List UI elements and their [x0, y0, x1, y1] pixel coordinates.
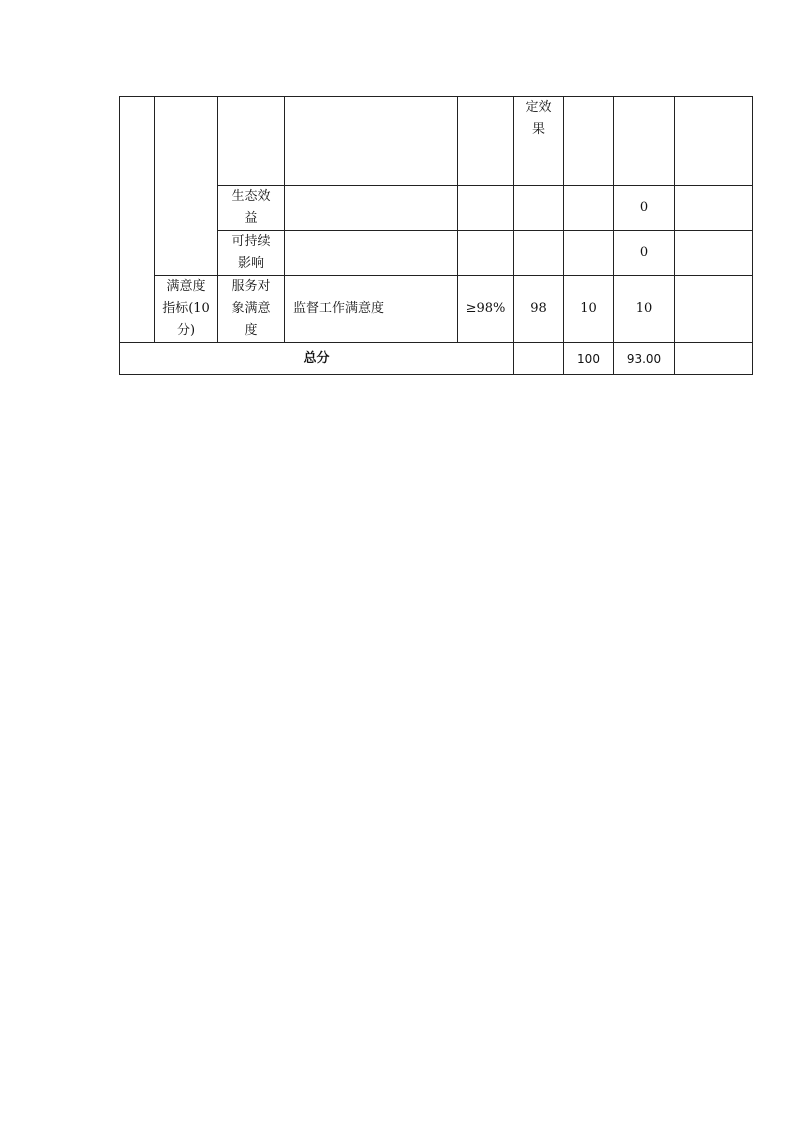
- indicator-cell: [218, 97, 285, 186]
- remark-cell: [675, 343, 753, 375]
- score-cell: [614, 231, 675, 276]
- indicator-cell: [218, 276, 285, 343]
- item-cell: [285, 231, 458, 276]
- target-satisfaction: ≥98%: [465, 301, 506, 316]
- item-cell: [285, 186, 458, 231]
- outer-category-cell: [120, 97, 155, 343]
- total-label-cell: [120, 343, 514, 375]
- score-cell: [614, 343, 675, 375]
- category-cell: [155, 97, 218, 276]
- score-satisfaction: 10: [635, 301, 653, 316]
- score-cell: [614, 97, 675, 186]
- actual-cell: [514, 343, 564, 375]
- target-cell: [458, 186, 514, 231]
- weight-cell: [564, 276, 614, 343]
- remark-cell: [675, 97, 753, 186]
- item-satisfaction: 监督工作满意度: [293, 301, 385, 316]
- table-row: [120, 343, 753, 375]
- item-cell: [285, 97, 458, 186]
- category-cell: [155, 276, 218, 343]
- item-cell: [285, 276, 458, 343]
- actual-cell: [514, 276, 564, 343]
- total-label: 总分: [303, 350, 330, 366]
- actual-satisfaction: 98: [530, 301, 547, 316]
- actual-cell: [514, 186, 564, 231]
- indicator-sustainable: 可持续 影响: [231, 234, 271, 271]
- weight-cell: [564, 97, 614, 186]
- table-row: [120, 276, 753, 343]
- total-score: 93.00: [626, 351, 662, 366]
- indicator-cell: [218, 231, 285, 276]
- table-row: [120, 97, 753, 186]
- weight-cell: [564, 186, 614, 231]
- indicator-ecological: 生态效 益: [231, 189, 271, 226]
- weight-satisfaction: 10: [580, 301, 597, 316]
- score-ecological: 0: [639, 200, 649, 215]
- effect-cell: [514, 97, 564, 186]
- score-cell: [614, 186, 675, 231]
- total-weight: 100: [577, 351, 600, 366]
- weight-cell: [564, 231, 614, 276]
- category-satisfaction: 满意度 指标(10 分): [162, 279, 210, 338]
- remark-cell: [675, 231, 753, 276]
- score-sustainable: 0: [639, 245, 649, 260]
- indicator-cell: [218, 186, 285, 231]
- weight-cell: [564, 343, 614, 375]
- target-cell: [458, 97, 514, 186]
- remark-cell: [675, 276, 753, 343]
- performance-table: [119, 96, 753, 375]
- indicator-satisfaction: 服务对 象满意 度: [231, 279, 271, 338]
- score-cell: [614, 276, 675, 343]
- remark-cell: [675, 186, 753, 231]
- target-cell: [458, 276, 514, 343]
- actual-cell: [514, 231, 564, 276]
- effect-text: 定效 果: [525, 100, 552, 137]
- target-cell: [458, 231, 514, 276]
